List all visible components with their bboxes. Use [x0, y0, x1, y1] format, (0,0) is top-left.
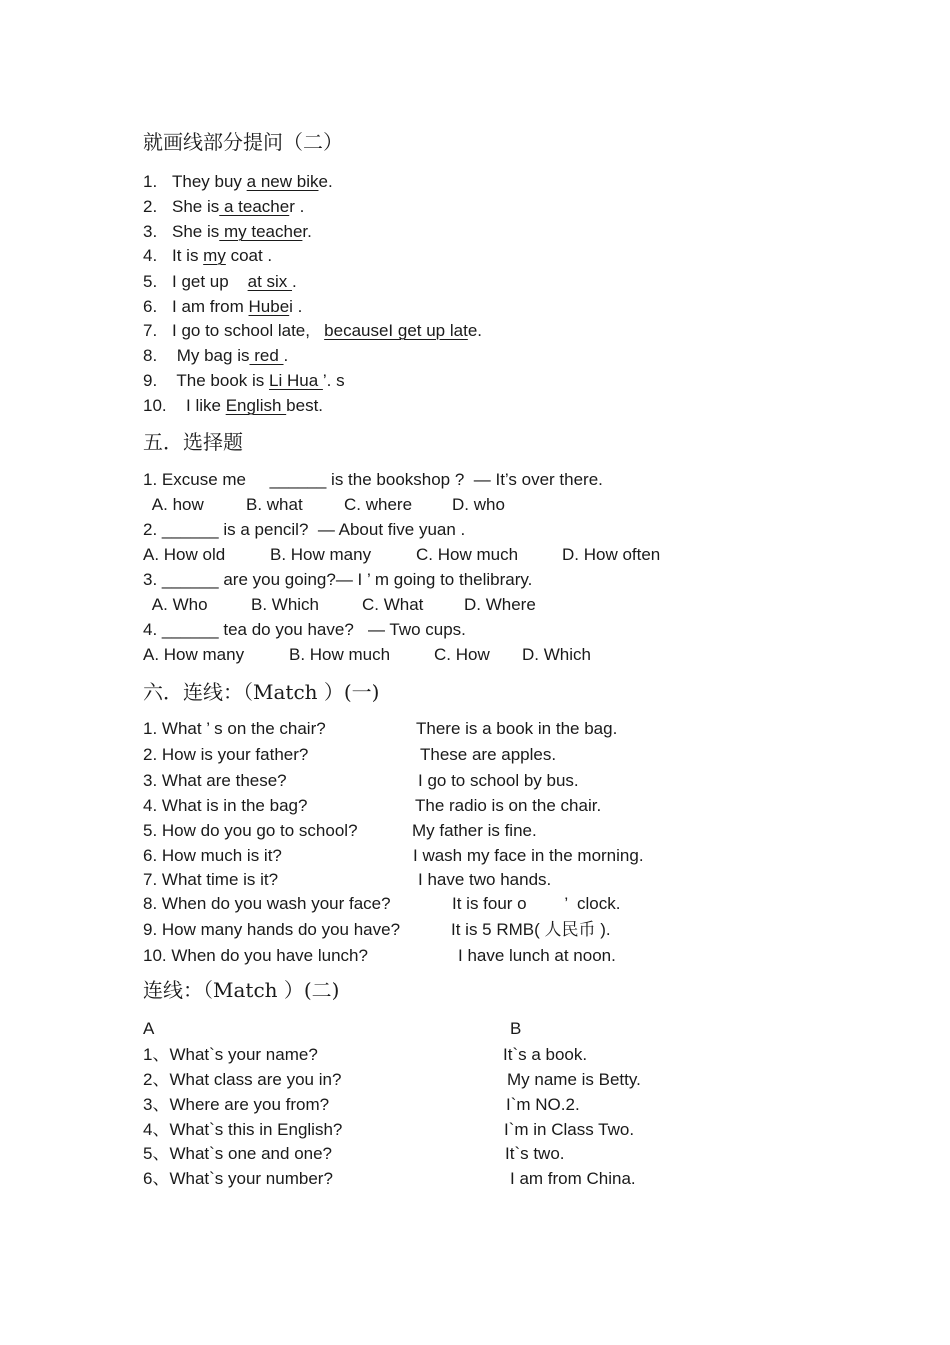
option-1b: B. what: [246, 495, 303, 514]
underlined-phrase: at six: [247, 272, 293, 291]
item-number: 8.: [143, 346, 158, 365]
match-answer: It`s a book.: [503, 1045, 588, 1064]
match-answer: I have two hands.: [418, 870, 552, 889]
match-question: 3、Where are you from?: [143, 1095, 330, 1114]
underlined-phrase: my: [203, 246, 226, 265]
underlined-phrase: my teache: [219, 222, 303, 241]
underlined-phrase: becauseI get up lat: [324, 321, 468, 340]
option-3a: A. Who: [148, 595, 208, 614]
match-question: 2、What class are you in?: [143, 1070, 342, 1089]
item-sentence: [186, 396, 323, 416]
option-3b: B. Which: [251, 595, 320, 614]
match-answer: I go to school by bus.: [418, 771, 579, 790]
section2-title: 五．选择题: [143, 430, 243, 454]
item-sentence: [172, 222, 312, 242]
item-sentence: [172, 371, 345, 391]
match-question: 4. What is in the bag?: [143, 796, 308, 815]
underlined-phrase: a new bik: [246, 172, 319, 191]
match-question: 5、What`s one and one?: [143, 1144, 333, 1163]
match-answer: It`s two.: [505, 1144, 565, 1163]
section3-title: 六．连线：（Match ）(一): [143, 680, 380, 704]
match-question: 7. What time is it?: [143, 870, 279, 889]
sentence-text: I go to school late,: [172, 321, 325, 340]
sentence-text: r .: [289, 197, 305, 216]
item-sentence: [172, 346, 288, 366]
item-sentence: [172, 272, 297, 292]
item-number: 9.: [143, 371, 158, 390]
match-question: 4、What`s this in English?: [143, 1120, 343, 1139]
sentence-text: e.: [467, 321, 483, 340]
item-sentence: [172, 297, 302, 317]
question-2: 2. ______ is a pencil? — About five yuan .: [143, 520, 466, 539]
sentence-text: She is: [172, 222, 220, 241]
sentence-text: .: [283, 346, 289, 365]
option-1d: D. who: [452, 495, 505, 514]
column-a-header: A: [143, 1019, 155, 1038]
option-4d: D. Which: [522, 645, 591, 664]
item-number: 2.: [143, 197, 158, 216]
item-number: 7.: [143, 321, 158, 340]
sentence-text: coat .: [225, 246, 273, 265]
sentence-text: I get up: [172, 272, 248, 291]
sentence-text: best.: [286, 396, 324, 415]
match-question: 6、What`s your number?: [143, 1169, 333, 1188]
sentence-text: .: [292, 272, 297, 291]
match-question: 2. How is your father?: [143, 745, 309, 764]
sentence-text: I am from: [172, 297, 249, 316]
option-1c: C. where: [344, 495, 413, 514]
match-question: 6. How much is it?: [143, 846, 282, 865]
match-answer: The radio is on the chair.: [415, 796, 602, 815]
match-answer: I`m in Class Two.: [504, 1120, 635, 1139]
match-answer: I have lunch at noon.: [458, 946, 616, 965]
match-question: 5. How do you go to school?: [143, 821, 358, 840]
item-number: 3.: [143, 222, 158, 241]
match-answer: My father is fine.: [412, 821, 537, 840]
sentence-text: I like: [186, 396, 226, 415]
column-b-header: B: [510, 1019, 522, 1038]
item-sentence: [172, 172, 333, 192]
item-number: 10.: [143, 396, 167, 415]
item-number: 6.: [143, 297, 158, 316]
option-4b: B. How much: [289, 645, 391, 664]
sentence-text: r.: [302, 222, 312, 241]
section1-title: 就画线部分提问（二）: [143, 130, 343, 154]
sentence-text: My bag is: [172, 346, 250, 365]
option-2c: C. How much: [416, 545, 519, 564]
sentence-text: The book is: [172, 371, 270, 390]
item-sentence: [172, 321, 482, 341]
item-number: 1.: [143, 172, 158, 191]
question-1: 1. Excuse me ______ is the bookshop ? — It’s over there.: [143, 470, 603, 489]
underlined-phrase: a teache: [219, 197, 290, 216]
question-4: 4. ______ tea do you have? — Two cups.: [143, 620, 466, 639]
sentence-text: They buy: [172, 172, 247, 191]
item-sentence: [172, 197, 304, 217]
match-answer: It is four o ’ clock.: [452, 894, 621, 913]
match-answer: I wash my face in the morning.: [413, 846, 644, 865]
match-question: 8. When do you wash your face?: [143, 894, 391, 913]
match-answer: These are apples.: [420, 745, 557, 764]
sentence-text: She is: [172, 197, 220, 216]
match-question: 9. How many hands do you have?: [143, 920, 401, 939]
option-2d: D. How often: [562, 545, 661, 564]
question-3: 3. ______ are you going?— I ’ m going to thelibrary.: [143, 570, 533, 589]
sentence-text: i .: [289, 297, 303, 316]
option-2a: A. How old: [143, 545, 226, 564]
section4-title: 连线：（Match ）(二): [143, 978, 340, 1002]
underlined-phrase: English: [225, 396, 287, 415]
option-1a: A. how: [148, 495, 204, 514]
match-question: 3. What are these?: [143, 771, 287, 790]
option-4a: A. How many: [143, 645, 245, 664]
option-2b: B. How many: [270, 545, 372, 564]
sentence-text: e.: [318, 172, 333, 191]
item-sentence: [172, 246, 272, 266]
option-3d: D. Where: [464, 595, 536, 614]
match-question: 10. When do you have lunch?: [143, 946, 368, 965]
match-question: 1. What ’ s on the chair?: [143, 719, 326, 738]
match-answer: My name is Betty.: [507, 1070, 641, 1089]
option-4c: C. How: [434, 645, 490, 664]
underlined-phrase: red: [249, 346, 284, 365]
item-number: 4.: [143, 246, 158, 265]
match-answer: There is a book in the bag.: [416, 719, 618, 738]
underlined-phrase: Li Hua: [269, 371, 323, 390]
underlined-phrase: Hube: [248, 297, 290, 316]
option-3c: C. What: [362, 595, 424, 614]
match-answer: It is 5 RMB( 人民币 ).: [451, 920, 611, 939]
match-question: 1、What`s your name?: [143, 1045, 318, 1064]
match-answer: I`m NO.2.: [506, 1095, 580, 1114]
item-number: 5.: [143, 272, 158, 291]
sentence-text: ’. s: [322, 371, 345, 390]
sentence-text: It is: [172, 246, 204, 265]
match-answer: I am from China.: [510, 1169, 636, 1188]
